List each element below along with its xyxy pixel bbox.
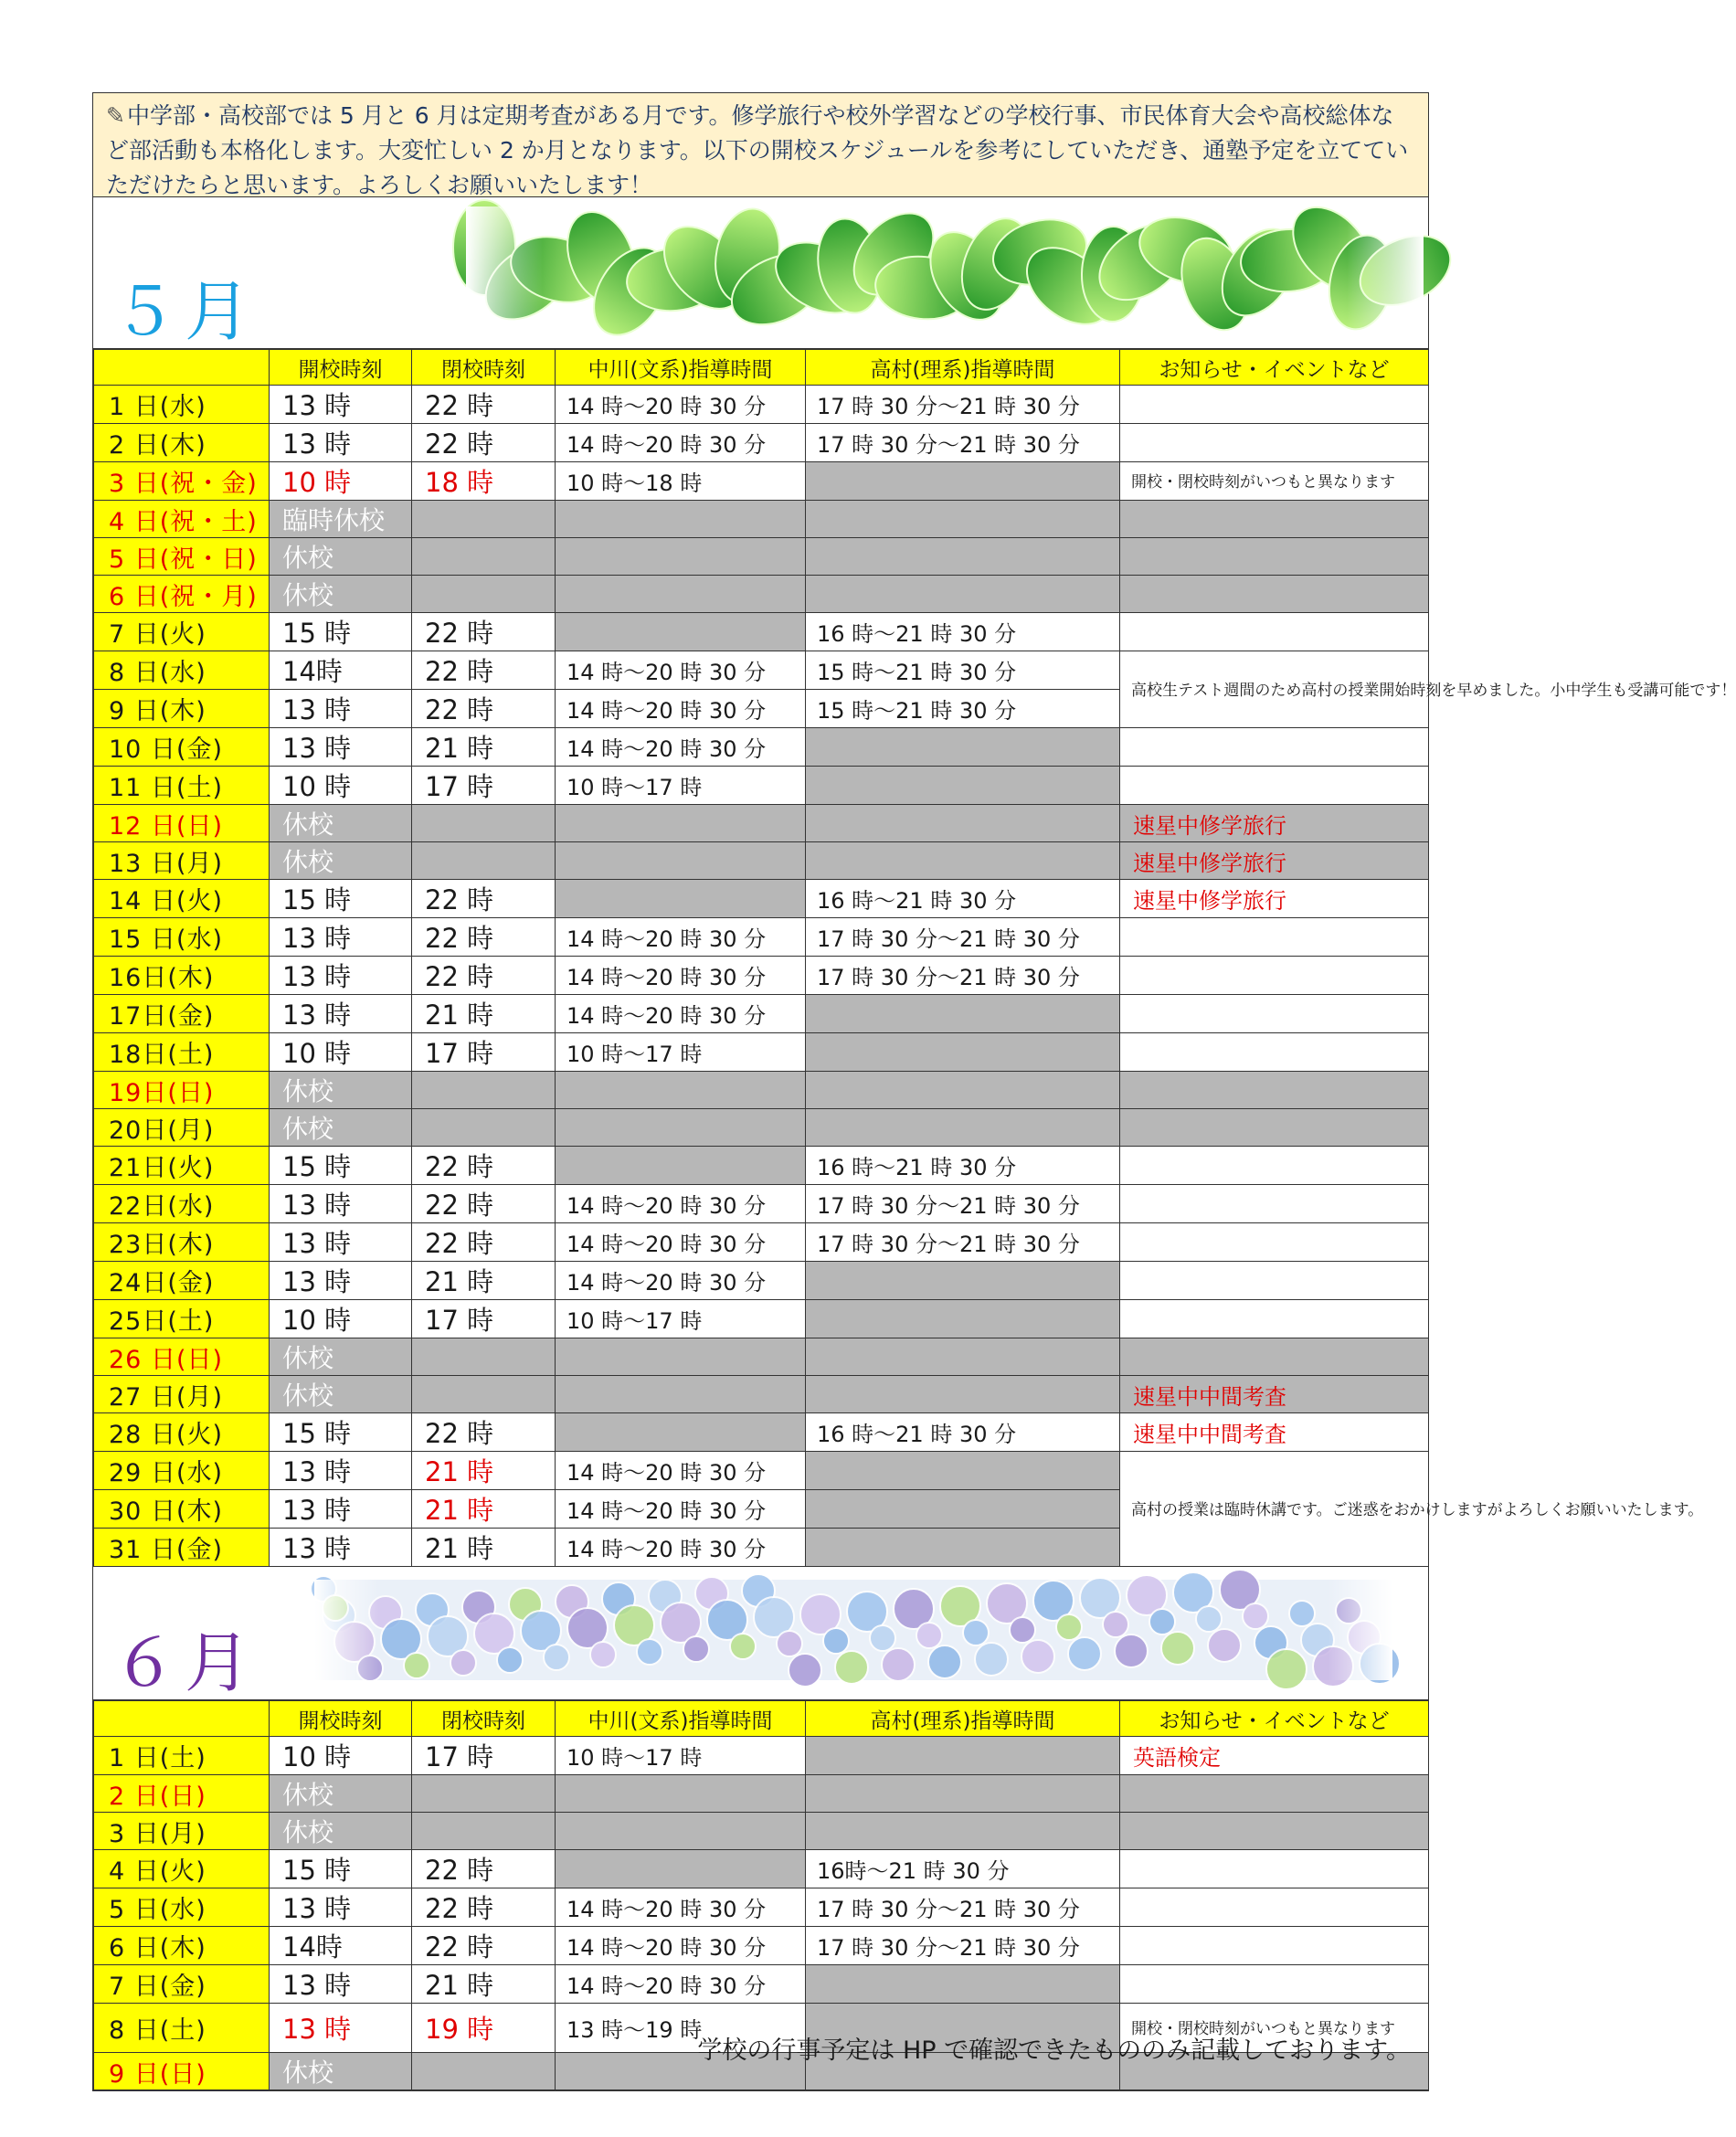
date-cell: 21日(火) — [94, 1147, 270, 1185]
close-time-cell: 22 時 — [412, 386, 556, 424]
june-banner — [93, 1567, 1428, 1700]
schedule-row — [94, 1223, 1429, 1262]
takamura-cell — [806, 576, 1120, 613]
close-time-cell: 22 時 — [412, 957, 556, 995]
close-time-cell: 22 時 — [412, 1927, 556, 1965]
schedule-row — [94, 1338, 1429, 1376]
notes-cell — [1120, 424, 1429, 462]
schedule-row — [94, 1376, 1429, 1413]
date-cell: 6 日(祝・月) — [94, 576, 270, 613]
notes-cell — [1120, 1185, 1429, 1223]
schedule-row — [94, 613, 1429, 651]
schedule-row — [94, 1413, 1429, 1452]
nakagawa-cell — [556, 1376, 806, 1413]
nakagawa-cell — [556, 501, 806, 538]
notes-cell — [1120, 1223, 1429, 1262]
schedule-row — [94, 1109, 1429, 1147]
nakagawa-cell — [556, 1850, 806, 1888]
schedule-row — [94, 767, 1429, 805]
nakagawa-cell — [556, 1147, 806, 1185]
close-time-cell: 22 時 — [412, 918, 556, 957]
date-cell: 13 日(月) — [94, 842, 270, 880]
date-cell: 4 日(祝・土) — [94, 501, 270, 538]
open-time-cell: 13 時 — [270, 957, 412, 995]
notes-cell: 英語検定 — [1120, 1737, 1429, 1775]
open-time-cell: 15 時 — [270, 1147, 412, 1185]
date-cell: 25日(土) — [94, 1300, 270, 1338]
schedule-row — [94, 651, 1429, 690]
date-cell: 1 日(水) — [94, 386, 270, 424]
takamura-cell: 16時～21 時 30 分 — [806, 1850, 1120, 1888]
schedule-row — [94, 1033, 1429, 1072]
nakagawa-cell: 10 時～17 時 — [556, 767, 806, 805]
close-time-cell: 17 時 — [412, 1300, 556, 1338]
open-time-cell: 10 時 — [270, 1737, 412, 1775]
close-time-cell: 17 時 — [412, 767, 556, 805]
takamura-cell — [806, 767, 1120, 805]
schedule-row — [94, 462, 1429, 501]
closed-cell: 休校 — [270, 1376, 412, 1413]
close-time-cell — [412, 576, 556, 613]
nakagawa-cell: 14 時～20 時 30 分 — [556, 995, 806, 1033]
open-time-cell: 10 時 — [270, 767, 412, 805]
takamura-cell — [806, 1813, 1120, 1850]
close-time-cell: 17 時 — [412, 1737, 556, 1775]
may-header-row — [94, 350, 1429, 386]
notes-cell — [1120, 1109, 1429, 1147]
takamura-cell: 17 時 30 分～21 時 30 分 — [806, 957, 1120, 995]
open-time-cell: 13 時 — [270, 1223, 412, 1262]
notes-cell — [1120, 1072, 1429, 1109]
nakagawa-cell: 14 時～20 時 30 分 — [556, 1490, 806, 1529]
date-cell: 12 日(日) — [94, 805, 270, 842]
notes-cell: 開校・閉校時刻がいつもと異なります — [1120, 2004, 1429, 2053]
date-cell: 2 日(日) — [94, 1775, 270, 1813]
close-time-cell: 18 時 — [412, 462, 556, 501]
schedule-row — [94, 918, 1429, 957]
header-open-time: 開校時刻 — [270, 1701, 412, 1737]
notes-cell — [1120, 995, 1429, 1033]
nakagawa-cell — [556, 1413, 806, 1452]
date-cell: 6 日(木) — [94, 1927, 270, 1965]
notes-cell — [1120, 576, 1429, 613]
schedule-row — [94, 1813, 1429, 1850]
date-cell: 4 日(火) — [94, 1850, 270, 1888]
notes-cell — [1120, 767, 1429, 805]
schedule-row — [94, 880, 1429, 918]
header-close-time: 閉校時刻 — [412, 350, 556, 386]
closed-cell: 休校 — [270, 576, 412, 613]
date-cell: 3 日(月) — [94, 1813, 270, 1850]
takamura-cell: 17 時 30 分～21 時 30 分 — [806, 1888, 1120, 1927]
schedule-row — [94, 1300, 1429, 1338]
header-open-time: 開校時刻 — [270, 350, 412, 386]
close-time-cell: 21 時 — [412, 995, 556, 1033]
close-time-cell — [412, 1376, 556, 1413]
date-cell: 15 日(水) — [94, 918, 270, 957]
takamura-cell — [806, 1965, 1120, 2004]
header-nakagawa: 中川(文系)指導時間 — [556, 1701, 806, 1737]
june-header-row — [94, 1701, 1429, 1737]
date-cell: 28 日(火) — [94, 1413, 270, 1452]
notes-cell — [1120, 1300, 1429, 1338]
nakagawa-cell: 14 時～20 時 30 分 — [556, 386, 806, 424]
open-time-cell: 13 時 — [270, 1262, 412, 1300]
closed-cell: 休校 — [270, 805, 412, 842]
takamura-cell — [806, 805, 1120, 842]
nakagawa-cell: 14 時～20 時 30 分 — [556, 690, 806, 728]
takamura-cell: 17 時 30 分～21 時 30 分 — [806, 424, 1120, 462]
open-time-cell: 15 時 — [270, 1413, 412, 1452]
nakagawa-cell — [556, 1109, 806, 1147]
takamura-cell: 17 時 30 分～21 時 30 分 — [806, 386, 1120, 424]
date-cell: 1 日(土) — [94, 1737, 270, 1775]
close-time-cell: 22 時 — [412, 1223, 556, 1262]
schedule-row — [94, 1775, 1429, 1813]
open-time-cell: 13 時 — [270, 1965, 412, 2004]
nakagawa-cell: 14 時～20 時 30 分 — [556, 1262, 806, 1300]
header-close-time: 閉校時刻 — [412, 1701, 556, 1737]
schedule-row — [94, 1185, 1429, 1223]
date-cell: 27 日(月) — [94, 1376, 270, 1413]
date-cell: 29 日(水) — [94, 1452, 270, 1490]
date-cell: 7 日(金) — [94, 1965, 270, 2004]
header-date — [94, 350, 270, 386]
open-time-cell: 10 時 — [270, 1300, 412, 1338]
close-time-cell: 21 時 — [412, 728, 556, 767]
close-time-cell: 21 時 — [412, 1262, 556, 1300]
takamura-cell: 15 時～21 時 30 分 — [806, 651, 1120, 690]
close-time-cell: 22 時 — [412, 690, 556, 728]
header-takamura: 高村(理系)指導時間 — [806, 1701, 1120, 1737]
notes-cell — [1120, 613, 1429, 651]
date-cell: 16日(木) — [94, 957, 270, 995]
nakagawa-cell: 10 時～17 時 — [556, 1737, 806, 1775]
close-time-cell — [412, 805, 556, 842]
close-time-cell: 19 時 — [412, 2004, 556, 2053]
date-cell: 14 日(火) — [94, 880, 270, 918]
closed-cell: 休校 — [270, 2053, 412, 2090]
closed-cell: 休校 — [270, 538, 412, 576]
hydrangea-illustration — [314, 1580, 1392, 1680]
notes-cell — [1120, 957, 1429, 995]
notes-cell: 速星中中間考査 — [1120, 1376, 1429, 1413]
notes-cell — [1120, 1147, 1429, 1185]
june-title: ６月 — [111, 1624, 259, 1701]
notes-cell: 速星中修学旅行 — [1120, 880, 1429, 918]
close-time-cell: 17 時 — [412, 1033, 556, 1072]
open-time-cell: 13 時 — [270, 424, 412, 462]
close-time-cell: 21 時 — [412, 1490, 556, 1529]
nakagawa-cell — [556, 880, 806, 918]
nakagawa-cell — [556, 538, 806, 576]
open-time-cell: 14時 — [270, 651, 412, 690]
notes-cell — [1120, 1813, 1429, 1850]
close-time-cell — [412, 1109, 556, 1147]
schedule-row — [94, 501, 1429, 538]
notice-box — [93, 93, 1428, 197]
nakagawa-cell: 14 時～20 時 30 分 — [556, 424, 806, 462]
takamura-cell: 15 時～21 時 30 分 — [806, 690, 1120, 728]
schedule-row — [94, 805, 1429, 842]
date-cell: 8 日(水) — [94, 651, 270, 690]
date-cell: 30 日(木) — [94, 1490, 270, 1529]
open-time-cell: 13 時 — [270, 1185, 412, 1223]
nakagawa-cell: 14 時～20 時 30 分 — [556, 918, 806, 957]
schedule-row — [94, 1888, 1429, 1927]
closed-cell: 休校 — [270, 1775, 412, 1813]
date-cell: 11 日(土) — [94, 767, 270, 805]
header-date — [94, 1701, 270, 1737]
notes-cell — [1120, 1775, 1429, 1813]
date-cell: 7 日(火) — [94, 613, 270, 651]
notes-cell: 開校・閉校時刻がいつもと異なります — [1120, 462, 1429, 501]
open-time-cell: 13 時 — [270, 728, 412, 767]
schedule-row — [94, 538, 1429, 576]
leaves-illustration — [466, 206, 1424, 334]
date-cell: 19日(日) — [94, 1072, 270, 1109]
date-cell: 5 日(水) — [94, 1888, 270, 1927]
open-time-cell: 15 時 — [270, 1850, 412, 1888]
date-cell: 22日(水) — [94, 1185, 270, 1223]
open-time-cell: 13 時 — [270, 1490, 412, 1529]
open-time-cell: 13 時 — [270, 386, 412, 424]
pencil-icon: ✎ — [106, 102, 125, 129]
schedule-row — [94, 576, 1429, 613]
schedule-row — [94, 1965, 1429, 2004]
takamura-cell — [806, 462, 1120, 501]
nakagawa-cell: 10 時～17 時 — [556, 1033, 806, 1072]
takamura-cell — [806, 1737, 1120, 1775]
closed-cell: 休校 — [270, 1813, 412, 1850]
schedule-frame — [92, 92, 1736, 2091]
date-cell: 10 日(金) — [94, 728, 270, 767]
date-cell: 18日(土) — [94, 1033, 270, 1072]
notes-cell: 高村の授業は臨時休講です。ご迷惑をおかけしますがよろしくお願いいたします。 — [1120, 1452, 1429, 1567]
header-takamura: 高村(理系)指導時間 — [806, 350, 1120, 386]
schedule-row — [94, 1850, 1429, 1888]
schedule-row — [94, 1147, 1429, 1185]
date-cell: 26 日(日) — [94, 1338, 270, 1376]
date-cell: 31 日(金) — [94, 1529, 270, 1567]
schedule-row — [94, 386, 1429, 424]
nakagawa-cell: 14 時～20 時 30 分 — [556, 1927, 806, 1965]
notes-cell — [1120, 1033, 1429, 1072]
close-time-cell: 22 時 — [412, 880, 556, 918]
close-time-cell — [412, 1072, 556, 1109]
nakagawa-cell — [556, 1072, 806, 1109]
date-cell: 9 日(木) — [94, 690, 270, 728]
notes-cell — [1120, 1965, 1429, 2004]
close-time-cell: 22 時 — [412, 1413, 556, 1452]
open-time-cell: 13 時 — [270, 2004, 412, 2053]
nakagawa-cell: 14 時～20 時 30 分 — [556, 651, 806, 690]
notes-cell: 速星中修学旅行 — [1120, 805, 1429, 842]
takamura-cell — [806, 1033, 1120, 1072]
takamura-cell: 17 時 30 分～21 時 30 分 — [806, 1185, 1120, 1223]
takamura-cell: 16 時～21 時 30 分 — [806, 1413, 1120, 1452]
close-time-cell: 22 時 — [412, 424, 556, 462]
date-cell: 23日(木) — [94, 1223, 270, 1262]
takamura-cell: 17 時 30 分～21 時 30 分 — [806, 918, 1120, 957]
close-time-cell — [412, 501, 556, 538]
nakagawa-cell: 14 時～20 時 30 分 — [556, 1529, 806, 1567]
footer-note: 学校の行事予定は HP で確認できたもののみ記載しております。 — [697, 2036, 1411, 2065]
nakagawa-cell: 14 時～20 時 30 分 — [556, 1185, 806, 1223]
date-cell: 2 日(木) — [94, 424, 270, 462]
close-time-cell: 22 時 — [412, 1850, 556, 1888]
schedule-row — [94, 1737, 1429, 1775]
notes-cell — [1120, 538, 1429, 576]
notes-cell — [1120, 1927, 1429, 1965]
date-cell: 17日(金) — [94, 995, 270, 1033]
nakagawa-cell — [556, 1775, 806, 1813]
nakagawa-cell: 14 時～20 時 30 分 — [556, 957, 806, 995]
takamura-cell — [806, 1109, 1120, 1147]
close-time-cell: 21 時 — [412, 1452, 556, 1490]
takamura-cell — [806, 995, 1120, 1033]
closed-cell: 休校 — [270, 1109, 412, 1147]
open-time-cell: 10 時 — [270, 462, 412, 501]
nakagawa-cell: 10 時～18 時 — [556, 462, 806, 501]
close-time-cell — [412, 842, 556, 880]
open-time-cell: 13 時 — [270, 918, 412, 957]
notes-cell — [1120, 386, 1429, 424]
date-cell: 8 日(土) — [94, 2004, 270, 2053]
schedule-row — [94, 957, 1429, 995]
date-cell: 9 日(日) — [94, 2053, 270, 2090]
notes-cell: 速星中中間考査 — [1120, 1413, 1429, 1452]
header-nakagawa: 中川(文系)指導時間 — [556, 350, 806, 386]
may-banner — [93, 197, 1428, 349]
close-time-cell — [412, 1338, 556, 1376]
closed-cell: 休校 — [270, 842, 412, 880]
schedule-row — [94, 1927, 1429, 1965]
date-cell: 24日(金) — [94, 1262, 270, 1300]
open-time-cell: 13 時 — [270, 1888, 412, 1927]
nakagawa-cell: 14 時～20 時 30 分 — [556, 1965, 806, 2004]
schedule-row — [94, 1072, 1429, 1109]
takamura-cell: 16 時～21 時 30 分 — [806, 880, 1120, 918]
nakagawa-cell: 13 時～19 時 — [556, 2004, 806, 2053]
notes-cell — [1120, 1850, 1429, 1888]
nakagawa-cell: 10 時～17 時 — [556, 1300, 806, 1338]
date-cell: 5 日(祝・日) — [94, 538, 270, 576]
open-time-cell: 13 時 — [270, 1452, 412, 1490]
schedule-row — [94, 842, 1429, 880]
takamura-cell: 17 時 30 分～21 時 30 分 — [806, 1927, 1120, 1965]
open-time-cell: 15 時 — [270, 880, 412, 918]
nakagawa-cell: 14 時～20 時 30 分 — [556, 1223, 806, 1262]
nakagawa-cell — [556, 1338, 806, 1376]
nakagawa-cell — [556, 805, 806, 842]
takamura-cell: 16 時～21 時 30 分 — [806, 1147, 1120, 1185]
takamura-cell — [806, 1072, 1120, 1109]
nakagawa-cell: 14 時～20 時 30 分 — [556, 1452, 806, 1490]
takamura-cell — [806, 1775, 1120, 1813]
close-time-cell: 22 時 — [412, 1147, 556, 1185]
notes-cell: 高校生テスト週間のため高村の授業開始時刻を早めました。小中学生も受講可能です！ — [1120, 651, 1429, 728]
date-cell: 3 日(祝・金) — [94, 462, 270, 501]
schedule-row — [94, 995, 1429, 1033]
takamura-cell — [806, 1529, 1120, 1567]
takamura-cell — [806, 842, 1120, 880]
notes-cell — [1120, 1888, 1429, 1927]
schedule-row — [94, 424, 1429, 462]
nakagawa-cell — [556, 576, 806, 613]
notes-cell — [1120, 728, 1429, 767]
schedule-row — [94, 1452, 1429, 1490]
close-time-cell: 22 時 — [412, 1185, 556, 1223]
open-time-cell: 13 時 — [270, 690, 412, 728]
nakagawa-cell — [556, 613, 806, 651]
header-notes: お知らせ・イベントなど — [1120, 1701, 1429, 1737]
close-time-cell: 22 時 — [412, 651, 556, 690]
may-title: ５月 — [111, 273, 259, 350]
nakagawa-cell: 14 時～20 時 30 分 — [556, 728, 806, 767]
close-time-cell: 22 時 — [412, 1888, 556, 1927]
closed-cell: 臨時休校 — [270, 501, 412, 538]
open-time-cell: 10 時 — [270, 1033, 412, 1072]
takamura-cell — [806, 1490, 1120, 1529]
takamura-cell — [806, 728, 1120, 767]
notes-cell — [1120, 1338, 1429, 1376]
open-time-cell: 14時 — [270, 1927, 412, 1965]
takamura-cell — [806, 1338, 1120, 1376]
nakagawa-cell — [556, 842, 806, 880]
closed-cell: 休校 — [270, 1072, 412, 1109]
takamura-cell — [806, 501, 1120, 538]
notes-cell: 速星中修学旅行 — [1120, 842, 1429, 880]
close-time-cell — [412, 1813, 556, 1850]
date-cell: 20日(月) — [94, 1109, 270, 1147]
close-time-cell — [412, 538, 556, 576]
schedule-row — [94, 728, 1429, 767]
open-time-cell: 13 時 — [270, 1529, 412, 1567]
close-time-cell: 22 時 — [412, 613, 556, 651]
takamura-cell — [806, 1262, 1120, 1300]
takamura-cell — [806, 538, 1120, 576]
notes-cell — [1120, 918, 1429, 957]
open-time-cell: 15 時 — [270, 613, 412, 651]
notes-cell — [1120, 501, 1429, 538]
may-schedule-table — [93, 349, 1736, 1567]
takamura-cell: 17 時 30 分～21 時 30 分 — [806, 1223, 1120, 1262]
close-time-cell: 21 時 — [412, 1529, 556, 1567]
takamura-cell — [806, 1452, 1120, 1490]
nakagawa-cell: 14 時～20 時 30 分 — [556, 1888, 806, 1927]
takamura-cell — [806, 1300, 1120, 1338]
closed-cell: 休校 — [270, 1338, 412, 1376]
notes-cell — [1120, 1262, 1429, 1300]
takamura-cell: 16 時～21 時 30 分 — [806, 613, 1120, 651]
takamura-cell — [806, 1376, 1120, 1413]
open-time-cell: 13 時 — [270, 995, 412, 1033]
notice-text: 中学部・高校部では 5 月と 6 月は定期考査がある月です。修学旅行や校外学習などの学校行事、市民体育大会や高校総体など部活動も本格化します。大変忙しい 2 か月となります。以下の開校スケジュールを参考にしていただき、通塾予定を立てていただけたらと思います。よろしくお願いいたします！ — [106, 102, 1409, 198]
header-notes: お知らせ・イベントなど — [1120, 350, 1429, 386]
schedule-row — [94, 1262, 1429, 1300]
nakagawa-cell — [556, 1813, 806, 1850]
close-time-cell: 21 時 — [412, 1965, 556, 2004]
close-time-cell — [412, 1775, 556, 1813]
